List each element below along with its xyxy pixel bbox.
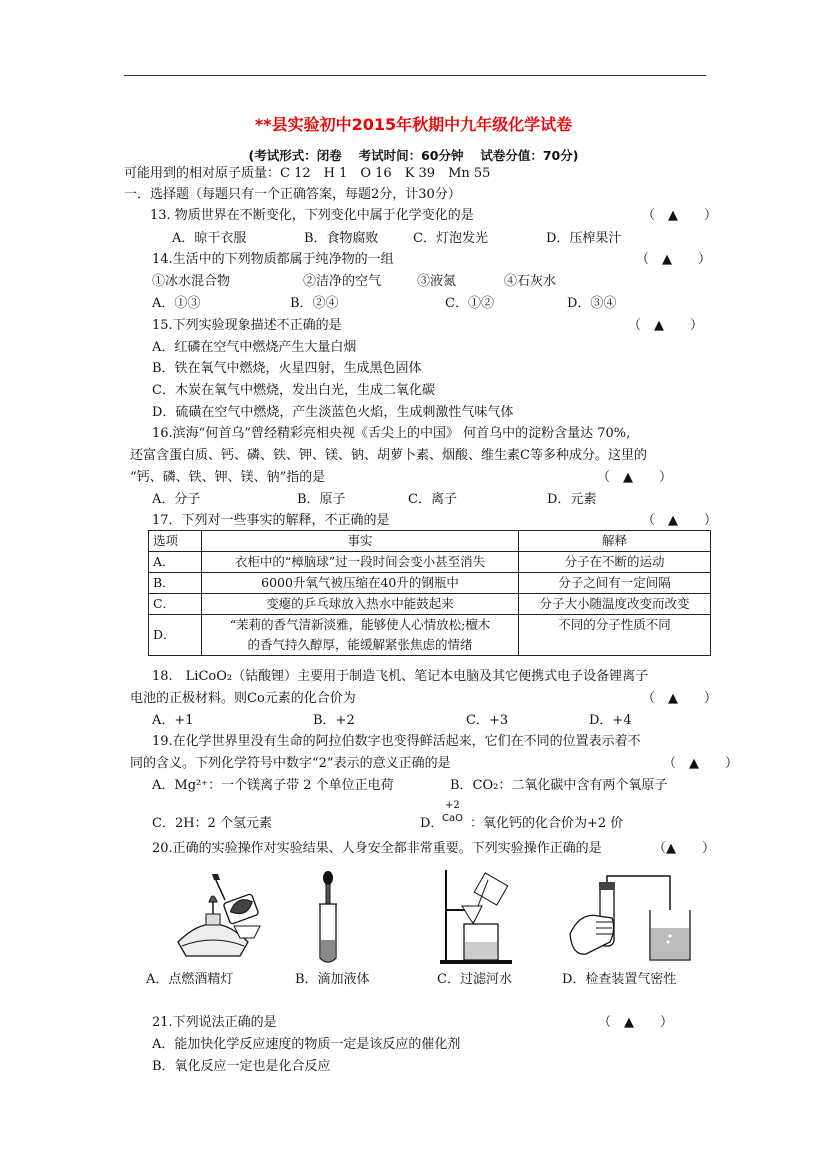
q14-option-c: C．①② (445, 296, 494, 311)
q18-option-d: D．+4 (589, 713, 632, 728)
q19-option-a: A．Mg²⁺：一个镁离子带 2 个单位正电荷 (152, 778, 394, 793)
q18-option-b: B．+2 (313, 713, 355, 728)
q15-stem: 15.下列实验现象描述不正确的是 (152, 318, 342, 333)
q20-option-a: A．点燃酒精灯 (146, 972, 234, 987)
q17-stem: 17．下列对一些事实的解释，不正确的是 (152, 513, 390, 528)
q13-option-a: A．晾干衣服 (172, 231, 247, 246)
q21-option-b: B．氧化反应一定也是化合反应 (152, 1059, 331, 1074)
q18-option-a: A．+1 (152, 713, 194, 728)
table-cell: D． (149, 615, 202, 656)
q14-item-2: ②洁净的空气 (303, 274, 382, 289)
q16-line2: 还富含蛋白质、钙、磷、铁、钾、镁、钠、胡萝卜素、烟酸、维生素C等多种成分。这里的 (130, 448, 647, 463)
atomic-masses: 可能用到的相对原子质量：C 12 H 1 O 16 K 39 Mn 55 (124, 166, 491, 181)
q16-option-b: B．原子 (297, 492, 346, 507)
table-cell: 6000升氧气被压缩在40升的钢瓶中 (202, 573, 519, 594)
section-heading: 一．选择题（每题只有一个正确答案，每题2分，计30分） (124, 187, 461, 202)
table-cell: 分子之间有一定间隔 (519, 573, 711, 594)
q19-option-d-prefix: D． (420, 816, 444, 831)
q17-answer-mark: （ ▲ ） (642, 513, 717, 528)
table-header-cell: 选项 (149, 531, 202, 552)
q20-option-b: B．滴加液体 (295, 972, 370, 987)
q20-option-c: C．过滤河水 (437, 972, 512, 987)
q13-option-b: B．食物腐败 (304, 231, 379, 246)
q19-option-b: B．CO₂：二氧化碳中含有两个氧原子 (450, 778, 668, 793)
q16-answer-mark: （ ▲ ） (597, 470, 672, 485)
table-row (149, 573, 711, 594)
q21-stem: 21.下列说法正确的是 (152, 1015, 277, 1030)
q15-answer-mark: （ ▲ ） (628, 318, 703, 333)
q19-answer-mark: （ ▲ ） (663, 756, 738, 771)
q14-option-d: D．③④ (567, 296, 617, 311)
table-cell-line: “茉莉的香气清新淡雅，能够使人心情放松;檀木 (229, 617, 491, 632)
q20-option-d: D．检查装置气密性 (562, 972, 677, 987)
q19-line2: 同的含义。下列化学符号中数字“2”表示的意义正确的是 (130, 756, 451, 771)
table-cell: 衣柜中的“樟脑球”过一段时间会变小甚至消失 (202, 552, 519, 573)
filtration-figure (436, 866, 516, 966)
q21-option-a: A．能加快化学反应速度的物质一定是该反应的催化剂 (152, 1037, 461, 1052)
table-row (149, 552, 711, 573)
table-row (149, 594, 711, 615)
table-cell: A． (149, 552, 202, 573)
q20-answer-mark: （▲ ） (653, 841, 715, 856)
table-row (149, 615, 711, 656)
q16-option-c: C．离子 (408, 492, 457, 507)
q15-option-a: A．红磷在空气中燃烧产生大量白烟 (152, 340, 357, 355)
table-cell: 分子在不断的运动 (519, 552, 711, 573)
q13-answer-mark: （ ▲ ） (642, 208, 717, 223)
q18-line2: 电池的正极材料。则Co元素的化合价为 (130, 691, 356, 706)
table-cell: 变瘪的乒乓球放入热水中能鼓起来 (202, 594, 519, 615)
table-header-row (149, 531, 711, 552)
q13-option-c: C．灯泡发光 (413, 231, 488, 246)
q13-stem: 13. 物质世界在不断变化，下列变化中属于化学变化的是 (150, 208, 474, 223)
exam-subtitle: (考试形式：闭卷 考试时间：60分钟 试卷分值：70分) (248, 148, 579, 163)
q15-option-c: C．木炭在氧气中燃烧，发出白光，生成二氧化碳 (152, 383, 435, 398)
table-cell: 不同的分子性质不同 (519, 615, 711, 656)
table-cell (202, 615, 519, 656)
airtight-check-figure (566, 872, 696, 962)
q15-option-d: D．硫磺在空气中燃烧，产生淡蓝色火焰，生成刺激性气味气体 (152, 405, 514, 420)
q19-option-d-valence: +2 (445, 800, 460, 811)
q19-option-d-formula: CaO (442, 813, 463, 824)
q16-option-a: A．分子 (152, 492, 201, 507)
q14-item-3: ③液氮 (417, 274, 457, 289)
q14-stem: 14.生活中的下列物质都属于纯净物的一组 (152, 252, 394, 267)
table-header-cell: 解释 (519, 531, 711, 552)
q19-option-c: C．2H：2 个氢元素 (152, 816, 272, 831)
q18-answer-mark: （ ▲ ） (642, 691, 717, 706)
table-cell: 分子大小随温度改变而改变 (519, 594, 711, 615)
q17-table (148, 530, 711, 656)
q16-option-d: D．元素 (547, 492, 597, 507)
q14-item-1: ①冰水混合物 (152, 274, 231, 289)
q19-option-d-text: ：氧化钙的化合价为+2 价 (470, 816, 624, 831)
q15-option-b: B．铁在氧气中燃烧，火星四射，生成黑色固体 (152, 361, 422, 376)
q14-option-a: A．①③ (152, 296, 201, 311)
q14-item-4: ④石灰水 (504, 274, 557, 289)
q21-answer-mark: （ ▲ ） (598, 1015, 673, 1030)
q19-line1: 19.在化学世界里没有生命的阿拉伯数字也变得鲜活起来，它们在不同的位置表示着不 (152, 734, 641, 749)
q18-line1: 18. LiCoO₂（钴酸锂）主要用于制造飞机、笔记本电脑及其它便携式电子设备锂离子 (152, 669, 649, 684)
table-cell: C． (149, 594, 202, 615)
header-rule (124, 75, 706, 76)
q14-option-b: B．②④ (290, 296, 339, 311)
q13-option-d: D．压榨果汁 (546, 231, 622, 246)
q20-stem: 20.正确的实验操作对实验结果、人身安全都非常重要。下列实验操作正确的是 (152, 841, 602, 856)
table-cell: B． (149, 573, 202, 594)
table-cell-line: 的香气持久醇厚，能缓解紧张焦虑的情绪 (247, 637, 473, 652)
q14-answer-mark: （ ▲ ） (636, 252, 711, 267)
alcohol-lamp-figure (168, 868, 268, 964)
q16-line3: “钙、磷、铁、钾、镁、钠”指的是 (130, 470, 326, 485)
q16-line1: 16.滨海“何首乌”曾经精彩亮相央视《舌尖上的中国》 何首乌中的淀粉含量达 70%, (152, 426, 631, 441)
table-header-cell: 事实 (202, 531, 519, 552)
dropper-figure (316, 870, 340, 966)
exam-title: **县实验初中2015年秋期中九年级化学试卷 (254, 115, 573, 134)
q18-option-c: C．+3 (466, 713, 509, 728)
